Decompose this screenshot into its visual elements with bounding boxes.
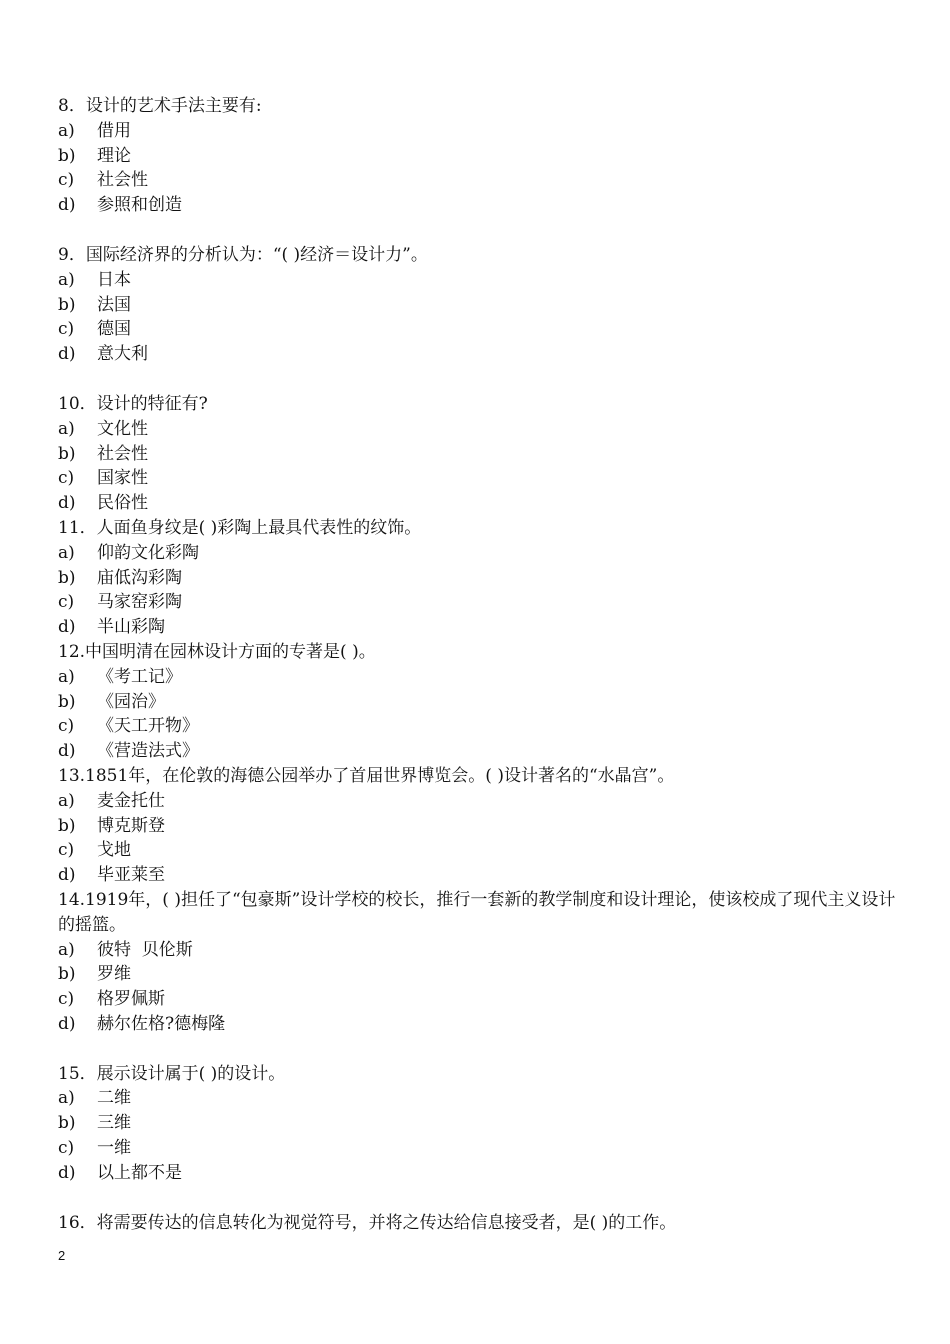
option-key: d) (58, 741, 76, 762)
option-text: 理论 (97, 145, 131, 166)
option-d (58, 491, 898, 516)
question-9 (58, 243, 898, 367)
option-text: 借用 (97, 120, 131, 141)
option-text: 德国 (97, 319, 131, 340)
option-text: 《考工记》 (97, 666, 182, 687)
option-key: c) (58, 716, 75, 737)
question-text: 10．设计的特征有? (58, 393, 208, 414)
option-key: a) (58, 120, 75, 141)
option-d (58, 739, 898, 764)
option-key: b) (58, 294, 76, 315)
option-key: c) (58, 468, 75, 489)
option-text: 马家窑彩陶 (97, 592, 182, 613)
option-d (58, 193, 898, 218)
option-text: 国家性 (97, 468, 148, 489)
question-16 (58, 1211, 898, 1236)
option-text: 民俗性 (97, 493, 148, 514)
option-text: 仰韵文化彩陶 (97, 542, 199, 563)
option-a (58, 789, 898, 814)
option-key: d) (58, 1162, 76, 1183)
option-c (58, 466, 898, 491)
question-15 (58, 1062, 898, 1186)
option-a (58, 665, 898, 690)
question-13 (58, 764, 898, 888)
option-key: d) (58, 344, 76, 365)
option-key: a) (58, 1088, 75, 1109)
option-a (58, 417, 898, 442)
option-b (58, 293, 898, 318)
question-10 (58, 392, 898, 516)
question-text: 12.中国明清在园林设计方面的专著是( )。 (58, 641, 376, 662)
option-key: b) (58, 443, 76, 464)
option-text: 《园治》 (97, 691, 165, 712)
option-text: 意大利 (97, 344, 148, 365)
option-text: 三维 (97, 1113, 131, 1134)
option-text: 《营造法式》 (97, 741, 199, 762)
option-text: 二维 (97, 1088, 131, 1109)
option-text: 罗维 (97, 964, 131, 985)
option-d (58, 1161, 898, 1186)
option-key: a) (58, 269, 75, 290)
option-text: 彼特 贝伦斯 (97, 939, 193, 960)
option-key: c) (58, 989, 75, 1010)
option-key: c) (58, 840, 75, 861)
option-key: b) (58, 815, 76, 836)
option-c (58, 1136, 898, 1161)
option-text: 博克斯登 (97, 815, 165, 836)
option-key: b) (58, 145, 76, 166)
option-b (58, 690, 898, 715)
option-d (58, 1012, 898, 1037)
option-key: b) (58, 964, 76, 985)
document-page (58, 94, 898, 1235)
option-a (58, 541, 898, 566)
option-c (58, 590, 898, 615)
option-text: 《天工开物》 (97, 716, 199, 737)
option-key: d) (58, 865, 76, 886)
option-key: c) (58, 170, 75, 191)
option-key: c) (58, 1138, 75, 1159)
option-text: 戈地 (97, 840, 131, 861)
option-b (58, 1111, 898, 1136)
option-key: b) (58, 691, 76, 712)
option-text: 法国 (97, 294, 131, 315)
page-number: 2 (58, 1248, 66, 1263)
option-b (58, 144, 898, 169)
question-8 (58, 94, 898, 218)
option-text: 以上都不是 (97, 1162, 182, 1183)
option-text: 日本 (97, 269, 131, 290)
option-key: a) (58, 418, 75, 439)
option-c (58, 987, 898, 1012)
option-text: 社会性 (97, 443, 148, 464)
option-key: d) (58, 195, 76, 216)
option-c (58, 838, 898, 863)
option-key: a) (58, 790, 75, 811)
option-key: b) (58, 567, 76, 588)
option-b (58, 814, 898, 839)
option-d (58, 863, 898, 888)
option-text: 社会性 (97, 170, 148, 191)
option-key: a) (58, 542, 75, 563)
question-text: 13.1851年，在伦敦的海德公园举办了首届世界博览会。( )设计著名的“水晶宫”。 (58, 765, 675, 786)
option-c (58, 317, 898, 342)
option-text: 麦金托仕 (97, 790, 165, 811)
option-text: 参照和创造 (97, 195, 182, 216)
question-text: 11．人面鱼身纹是( )彩陶上最具代表性的纹饰。 (58, 517, 422, 538)
option-text: 毕亚莱至 (97, 865, 165, 886)
question-text: 14.1919年，( )担任了“包豪斯”设计学校的校长，推行一套新的教学制度和设计理论，使该校成了现代主义设计的摇篮。 (58, 889, 896, 935)
question-text: 9．国际经济界的分析认为：“( )经济＝设计力”。 (58, 244, 428, 265)
option-key: c) (58, 592, 75, 613)
option-text: 格罗佩斯 (97, 989, 165, 1010)
question-11 (58, 516, 898, 640)
option-b (58, 962, 898, 987)
option-key: a) (58, 666, 75, 687)
option-b (58, 566, 898, 591)
option-key: a) (58, 939, 75, 960)
option-a (58, 938, 898, 963)
question-text: 16．将需要传达的信息转化为视觉符号，并将之传达给信息接受者，是( )的工作。 (58, 1212, 677, 1233)
option-text: 文化性 (97, 418, 148, 439)
option-text: 半山彩陶 (97, 617, 165, 638)
question-text: 15．展示设计属于( )的设计。 (58, 1063, 286, 1084)
option-c (58, 168, 898, 193)
question-text: 8．设计的艺术手法主要有: (58, 96, 262, 116)
option-c (58, 714, 898, 739)
option-d (58, 342, 898, 367)
option-d (58, 615, 898, 640)
option-a (58, 119, 898, 144)
option-a (58, 268, 898, 293)
option-key: d) (58, 1013, 76, 1034)
question-14 (58, 888, 898, 1037)
option-key: d) (58, 493, 76, 514)
option-text: 一维 (97, 1138, 131, 1159)
option-key: d) (58, 617, 76, 638)
option-key: b) (58, 1113, 76, 1134)
option-b (58, 442, 898, 467)
option-text: 赫尔佐格?德梅隆 (97, 1013, 226, 1034)
option-a (58, 1086, 898, 1111)
option-key: c) (58, 319, 75, 340)
option-text: 庙低沟彩陶 (97, 567, 182, 588)
question-12 (58, 640, 898, 764)
